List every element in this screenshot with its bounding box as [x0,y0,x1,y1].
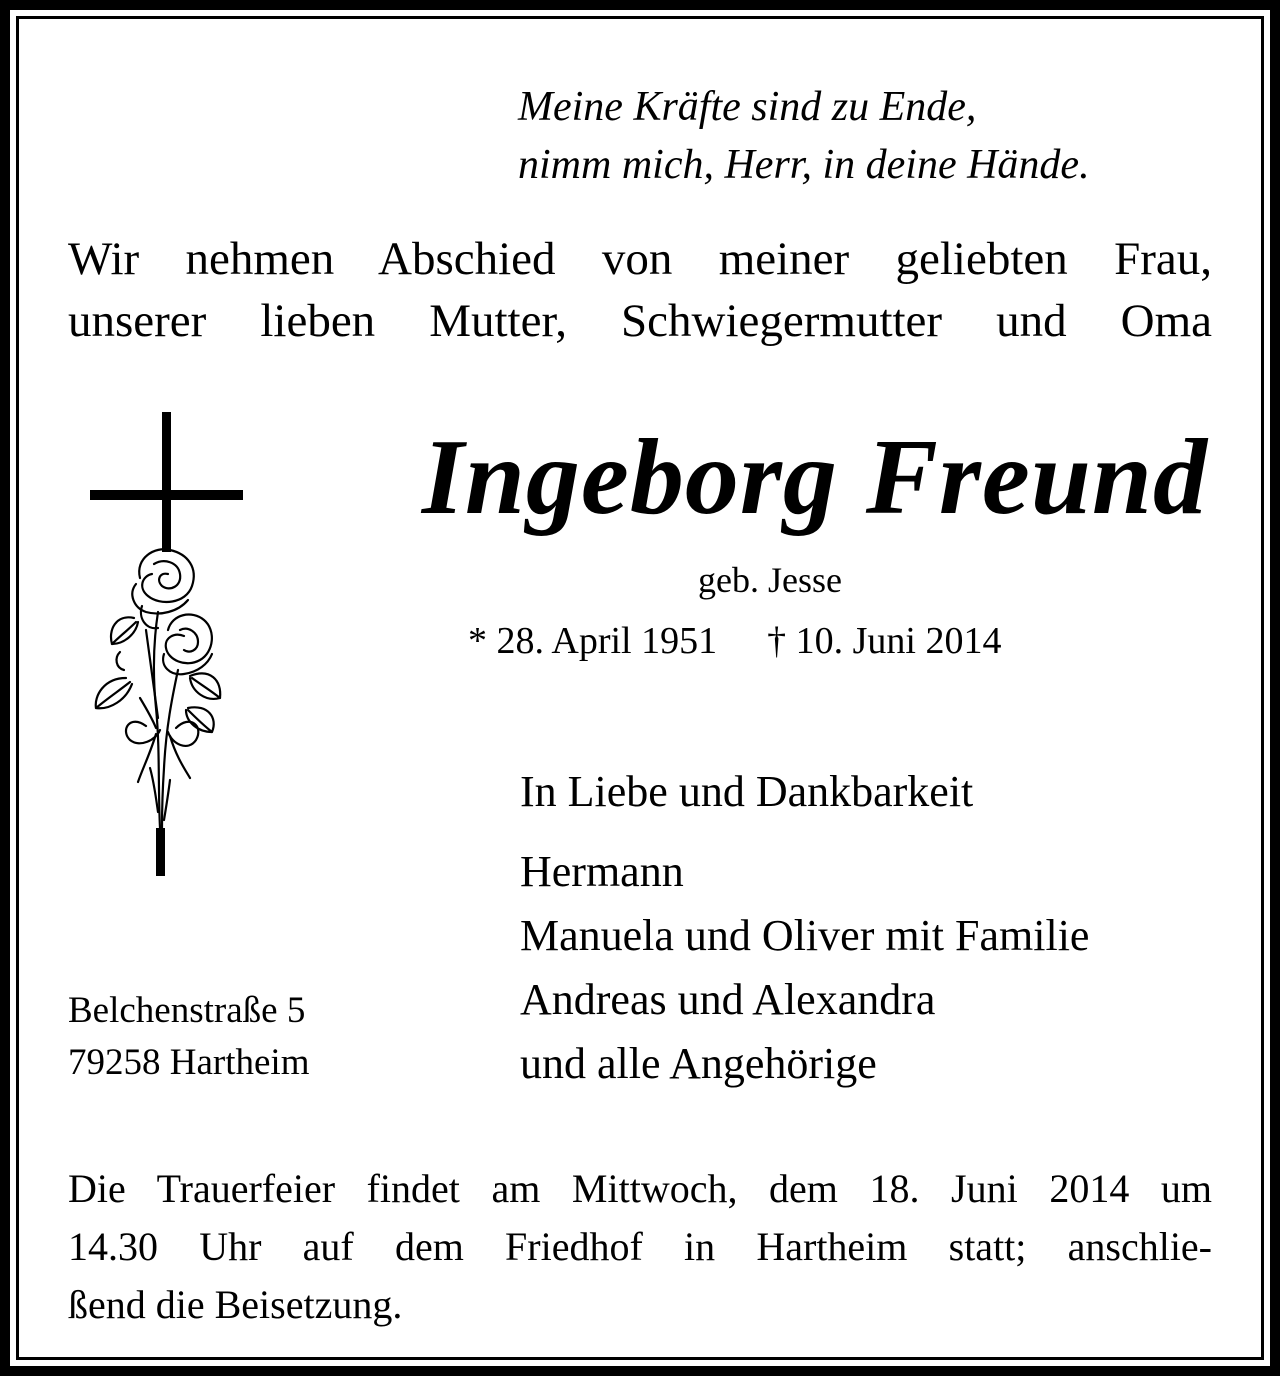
motto-verse [518,78,1090,194]
motto-line-1: Meine Kräfte sind zu Ende, [518,84,977,130]
cross-with-roses-icon [80,408,255,888]
closing-phrase: In Liebe und Dankbarkeit [520,767,974,816]
mourner-line: Hermann [520,847,684,896]
funeral-notice [68,1160,1212,1334]
death-date: † 10. Juni 2014 [767,620,1002,662]
intro-line-2: unserer lieben Mutter, Schwiegermutter und Oma [68,295,1212,347]
funeral-line-1: Die Trauerfeier findet am Mittwoch, dem 18. Juni 2014 um [68,1166,1212,1211]
deceased-name: Ingeborg Freund [421,418,1208,537]
motto-line-2: nimm mich, Herr, in deine Hände. [518,142,1090,188]
address-street: Belchenstraße 5 [68,990,306,1031]
intro-line-1: Wir nehmen Abschied von meiner geliebten Frau, [68,233,1212,285]
mourners-list [520,840,1089,1096]
mourner-line: Manuela und Oliver mit Familie [520,911,1090,960]
intro-text [68,228,1212,352]
funeral-line-2: 14.30 Uhr auf dem Friedhof in Hartheim statt; anschlie- [68,1224,1212,1269]
funeral-line-3: ßend die Beisetzung. [68,1282,403,1327]
address-city: 79258 Hartheim [68,1042,310,1083]
birth-date: * 28. April 1951 [468,620,718,662]
mourner-line: und alle Angehörige [520,1039,877,1088]
maiden-name: geb. Jesse [698,560,842,600]
family-address [68,985,309,1089]
life-dates [468,616,1001,666]
mourner-line: Andreas und Alexandra [520,975,936,1024]
